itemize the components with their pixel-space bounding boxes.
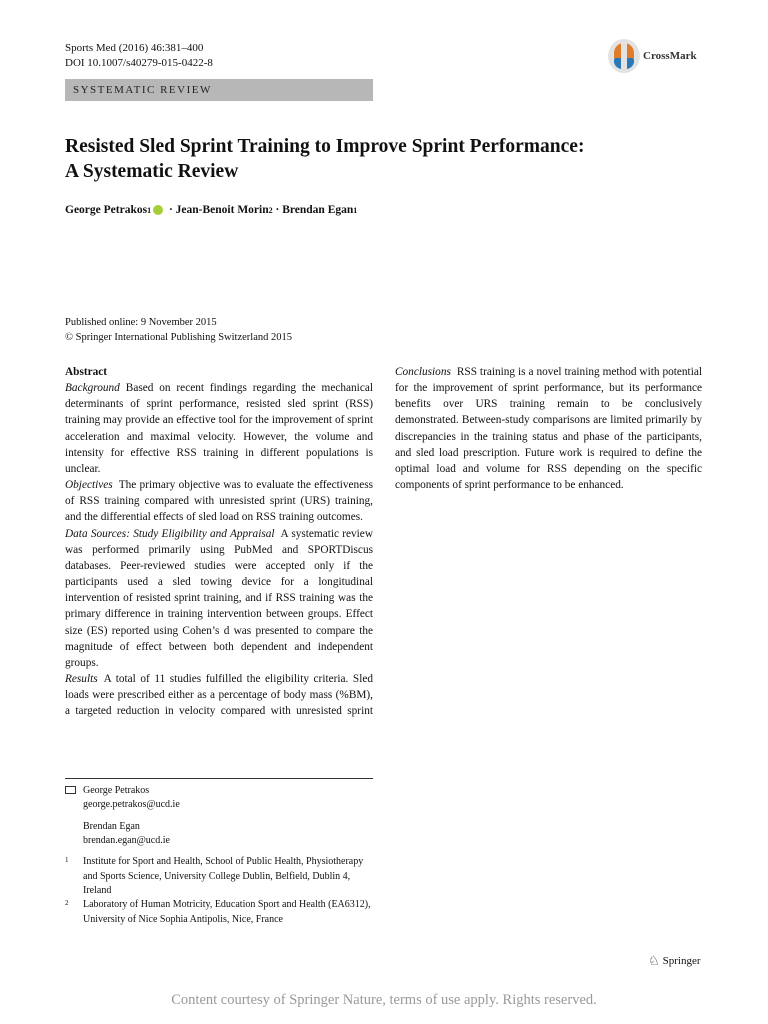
journal-citation — [65, 41, 213, 71]
section-label-bar — [65, 79, 373, 101]
crossmark-badge[interactable] — [608, 39, 697, 73]
affiliation-number: 2 — [65, 899, 69, 907]
affiliation-text: Institute for Sport and Health, School of Public Health, Physiotherapy and Sports Science, University College Dublin, Belfield, Dublin 4, Ireland — [83, 856, 364, 896]
author-name[interactable]: George Petrakos — [65, 204, 148, 216]
conclusions-text: RSS training is a novel training method with potential for the improvement of sprint performance, but its performance benefits over URS training remain to be conclusively demonstrated. Between-study comparisons are limited primarily by discrepancies in the training status and phase of the participants, and sled load prescription. Future work is required to define the optimal load and volume for RSS depending on the specific components of sprint performance to be enhanced. — [395, 366, 702, 492]
springer-horse-icon: ♘ — [648, 953, 660, 968]
author-separator: · — [272, 204, 283, 216]
title-line-1: Resisted Sled Sprint Training to Improve Sprint Performance: — [65, 136, 585, 157]
results-text: A total of 11 studies fulfilled the eligibility criteria. Sled loads were prescribed either as a percentage of body mass (%BM), a targeted reduction in velocity compared with unresisted sprint — [65, 672, 373, 718]
abstract-column-1 — [65, 364, 373, 720]
abstract-column-2 — [395, 364, 702, 493]
affiliation-number: 1 — [65, 856, 69, 864]
author-affiliation-ref: 1 — [147, 205, 152, 215]
author-affiliation-ref: 1 — [353, 205, 358, 215]
abstract-results — [65, 671, 373, 720]
title-line-2: A Systematic Review — [65, 161, 239, 182]
background-text: Based on recent findings regarding the mechanical determinants of sprint performance, resisted sled sprint (RSS) training may provide an effective tool for the improvement of sprint acceleration and maximal velocity. However, the volume and intensity for effective RSS training in different populations is unclear. — [65, 382, 373, 475]
contact-name: George Petrakos — [83, 785, 150, 796]
footnote-divider — [65, 778, 373, 779]
publisher-logo — [648, 953, 701, 969]
contact-email[interactable]: brendan.egan@ucd.ie — [83, 835, 170, 846]
contact-name: Brendan Egan — [83, 821, 140, 832]
author-name[interactable]: Jean-Benoit Morin — [175, 204, 269, 216]
orcid-icon[interactable] — [153, 205, 163, 215]
datasources-label: Data Sources: Study Eligibility and Appraisal — [65, 527, 275, 540]
journal-line: Sports Med (2016) 46:381–400 — [65, 42, 204, 54]
section-label: SYSTEMATIC REVIEW — [73, 84, 212, 96]
objectives-label: Objectives — [65, 479, 113, 492]
conclusions-label: Conclusions — [395, 366, 451, 378]
abstract-data-sources — [65, 526, 373, 671]
correspondence-block — [65, 784, 180, 848]
objectives-text: The primary objective was to evaluate the effectiveness of RSS training compared with unresisted sprint (URS) training, and the differential effects of sled load on RSS training outcomes. — [65, 479, 373, 524]
copyright-line: © Springer International Publishing Switzerland 2015 — [65, 332, 292, 343]
author-name[interactable]: Brendan Egan — [282, 204, 354, 216]
affiliation-item — [65, 898, 373, 927]
contact-email[interactable]: george.petrakos@ucd.ie — [83, 799, 180, 810]
datasources-text: A systematic review was performed primarily using PubMed and SPORTDiscus databases. Peer-reviewed studies were accepted only if the participants used a sled towing device for a longitudinal intervention of resisted sprint training, and if RSS training was the primary difference in training intervention between groups. Effect size (ES) reported using Cohen’s d was presented to compare the magnitude of effect between both dependent and independent groups. — [65, 527, 373, 669]
affiliation-text: Laboratory of Human Motricity, Education Sport and Health (EA6312), University of Nice Sophia Antipolis, Nice, France — [83, 899, 371, 925]
published-date: Published online: 9 November 2015 — [65, 317, 217, 328]
doi-line[interactable]: DOI 10.1007/s40279-015-0422-8 — [65, 57, 213, 69]
envelope-icon — [65, 786, 76, 794]
article-title — [65, 134, 705, 184]
crossmark-label: CrossMark — [643, 50, 697, 62]
background-label: Background — [65, 382, 120, 395]
author-affiliation-ref: 2 — [268, 205, 273, 215]
abstract-conclusions — [395, 364, 702, 493]
author-separator: · — [166, 204, 176, 216]
page-footer-notice: Content courtesy of Springer Nature, terms of use apply. Rights reserved. — [171, 992, 597, 1008]
results-label: Results — [65, 672, 98, 685]
crossmark-icon — [608, 39, 640, 73]
publication-info — [65, 315, 292, 345]
author-list — [65, 204, 357, 216]
abstract-background — [65, 380, 373, 477]
affiliation-item — [65, 855, 365, 899]
publisher-name: Springer — [662, 955, 701, 967]
abstract-heading: Abstract — [65, 366, 108, 378]
abstract-objectives — [65, 477, 373, 525]
